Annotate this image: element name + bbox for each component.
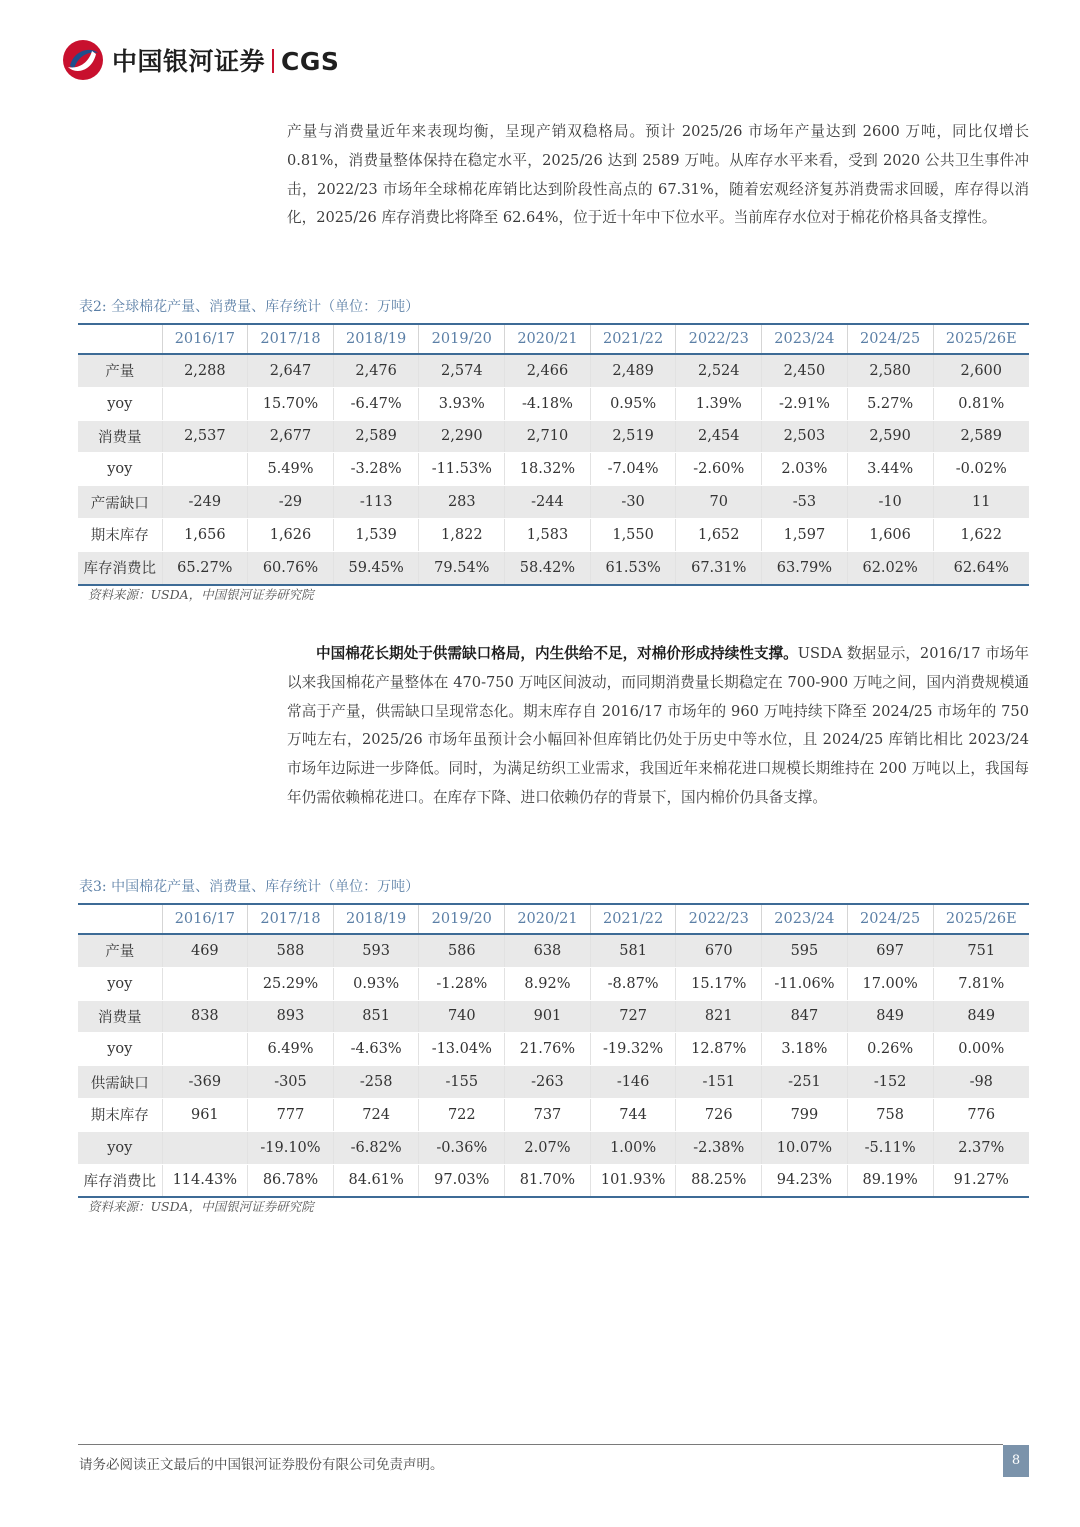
table2-cell: 2,466 bbox=[505, 354, 591, 387]
table3-cell: 727 bbox=[590, 1000, 676, 1033]
brand-name bbox=[112, 42, 339, 78]
table3-cell: 8.92% bbox=[505, 967, 591, 1000]
table3-cell: 1.00% bbox=[590, 1131, 676, 1164]
table2-cell: 1,539 bbox=[333, 518, 419, 551]
table3-cell: 849 bbox=[933, 1000, 1029, 1033]
table3-cell: 86.78% bbox=[248, 1164, 334, 1197]
table3-cell: -13.04% bbox=[419, 1033, 505, 1066]
table2-row bbox=[78, 453, 1029, 486]
table2-header-cell: 2018/19 bbox=[333, 324, 419, 354]
table2-cell: 70 bbox=[676, 486, 762, 519]
table2-cell: 1.39% bbox=[676, 387, 762, 420]
table2-header-cell: 2019/20 bbox=[419, 324, 505, 354]
paragraph-china-lead: 中国棉花长期处于供需缺口格局，内生供给不足，对棉价形成持续性支撑。 bbox=[316, 645, 798, 662]
table2-cell: 3.44% bbox=[847, 453, 933, 486]
table2-cell: -2.60% bbox=[676, 453, 762, 486]
table2-cell: 2,647 bbox=[248, 354, 334, 387]
table3-cell: 94.23% bbox=[762, 1164, 848, 1197]
table2-cell: 65.27% bbox=[162, 551, 248, 584]
table2-cell: 0.95% bbox=[590, 387, 676, 420]
table3-cell: -369 bbox=[162, 1066, 248, 1099]
table3-header-cell: 2018/19 bbox=[333, 904, 419, 934]
table2-cell: -30 bbox=[590, 486, 676, 519]
table3-cell: 2.37% bbox=[933, 1131, 1029, 1164]
table3-cell: 670 bbox=[676, 934, 762, 967]
table3-row-label: 期末库存 bbox=[78, 1098, 162, 1131]
table3-cell: 114.43% bbox=[162, 1164, 248, 1197]
table2-cell: 63.79% bbox=[762, 551, 848, 584]
table3-cell: 847 bbox=[762, 1000, 848, 1033]
table3-cell: 101.93% bbox=[590, 1164, 676, 1197]
table3-header-cell: 2019/20 bbox=[419, 904, 505, 934]
table3-cell: 744 bbox=[590, 1098, 676, 1131]
table3-cell: -1.28% bbox=[419, 967, 505, 1000]
table3-cell: 3.18% bbox=[762, 1033, 848, 1066]
table2-cell: 2,519 bbox=[590, 420, 676, 453]
table3-cell: 726 bbox=[676, 1098, 762, 1131]
table3-cell: 84.61% bbox=[333, 1164, 419, 1197]
table3-cell: 961 bbox=[162, 1098, 248, 1131]
table3-cell: -8.87% bbox=[590, 967, 676, 1000]
table2-cell: -113 bbox=[333, 486, 419, 519]
table2-cell: 2,590 bbox=[847, 420, 933, 453]
table3-row-label: yoy bbox=[78, 1033, 162, 1066]
table3-cell: 91.27% bbox=[933, 1164, 1029, 1197]
table3-header-cell: 2022/23 bbox=[676, 904, 762, 934]
table3-cell: 740 bbox=[419, 1000, 505, 1033]
table2-cell: -6.47% bbox=[333, 387, 419, 420]
table2-row bbox=[78, 354, 1029, 387]
table2-row bbox=[78, 387, 1029, 420]
table3-cell: 776 bbox=[933, 1098, 1029, 1131]
table2-cell: -7.04% bbox=[590, 453, 676, 486]
brand-abbr: CGS bbox=[281, 47, 340, 76]
table3-cell: 81.70% bbox=[505, 1164, 591, 1197]
table2-row-label: 消费量 bbox=[78, 420, 162, 453]
table2-cell: 62.02% bbox=[847, 551, 933, 584]
table2-cell: 1,652 bbox=[676, 518, 762, 551]
header-logo bbox=[62, 38, 339, 82]
table2-header-cell: 2021/22 bbox=[590, 324, 676, 354]
table3-cell: 6.49% bbox=[248, 1033, 334, 1066]
paragraph-global-balance: 产量与消费量近年来表现均衡，呈现产销双稳格局。预计 2025/26 市场年产量达到 2600 万吨，同比仅增长 0.81%，消费量整体保持在稳定水平，2025/26 达到 2589 万吨。从库存水平来看，受到 2020 公共卫生事件冲击，2022/23 市场年全球棉花库销比达到阶段性高点的 67.31%，随着宏观经济复苏消费需求回暖，库存得以消化，2025/26 库存消费比将降至 62.64%，位于近十年中下位水平。当前库存水位对于棉花价格具备支撑性。 bbox=[287, 123, 1029, 227]
table3-cell: 737 bbox=[505, 1098, 591, 1131]
table3-body bbox=[78, 934, 1029, 1197]
table2-cell: 60.76% bbox=[248, 551, 334, 584]
table2-cell: 2,710 bbox=[505, 420, 591, 453]
footer-disclaimer: 请务必阅读正文最后的中国银河证券股份有限公司免责声明。 bbox=[79, 1457, 444, 1473]
table2-row bbox=[78, 420, 1029, 453]
table2-row-label: 库存消费比 bbox=[78, 551, 162, 584]
table3-cell: 10.07% bbox=[762, 1131, 848, 1164]
table2-cell: 2,589 bbox=[933, 420, 1029, 453]
table3-cell: -6.82% bbox=[333, 1131, 419, 1164]
table3-cell: 2.07% bbox=[505, 1131, 591, 1164]
table2-cell: 2,580 bbox=[847, 354, 933, 387]
table3-cell: 25.29% bbox=[248, 967, 334, 1000]
table3-cell: 595 bbox=[762, 934, 848, 967]
table3-cell: 851 bbox=[333, 1000, 419, 1033]
table2-cell: 2,589 bbox=[333, 420, 419, 453]
table2-row-label: yoy bbox=[78, 387, 162, 420]
table2-cell: 283 bbox=[419, 486, 505, 519]
table2-cell: 1,656 bbox=[162, 518, 248, 551]
table3-cell: -146 bbox=[590, 1066, 676, 1099]
table2-row bbox=[78, 486, 1029, 519]
table2-cell: 1,822 bbox=[419, 518, 505, 551]
table2-header-cell: 2023/24 bbox=[762, 324, 848, 354]
table2-cell: 2,600 bbox=[933, 354, 1029, 387]
table2-cell: 1,622 bbox=[933, 518, 1029, 551]
table3-cell: 777 bbox=[248, 1098, 334, 1131]
table3-cell: -0.36% bbox=[419, 1131, 505, 1164]
table-global-cotton bbox=[78, 323, 1029, 586]
table2-cell bbox=[162, 387, 248, 420]
table3-cell: -11.06% bbox=[762, 967, 848, 1000]
table2-cell: 2,503 bbox=[762, 420, 848, 453]
table2-cell: 2.03% bbox=[762, 453, 848, 486]
table2-body bbox=[78, 354, 1029, 585]
table3-header-cell: 2017/18 bbox=[248, 904, 334, 934]
table3-cell: -305 bbox=[248, 1066, 334, 1099]
table3-cell: 0.93% bbox=[333, 967, 419, 1000]
table3-cell: 12.87% bbox=[676, 1033, 762, 1066]
table3-row-label: 供需缺口 bbox=[78, 1066, 162, 1099]
table3-cell: 17.00% bbox=[847, 967, 933, 1000]
table3-cell: -258 bbox=[333, 1066, 419, 1099]
table3-cell: 758 bbox=[847, 1098, 933, 1131]
table3-cell: 821 bbox=[676, 1000, 762, 1033]
brand-name-cn: 中国银河证券 bbox=[112, 47, 266, 76]
table3-cell: -152 bbox=[847, 1066, 933, 1099]
table2-cell: 11 bbox=[933, 486, 1029, 519]
table2-header-cell bbox=[78, 324, 162, 354]
table2-cell: 58.42% bbox=[505, 551, 591, 584]
table3-cell: 7.81% bbox=[933, 967, 1029, 1000]
table2-row-label: 产量 bbox=[78, 354, 162, 387]
table3-cell: -5.11% bbox=[847, 1131, 933, 1164]
table3-row bbox=[78, 1033, 1029, 1066]
footer-divider bbox=[78, 1444, 1003, 1445]
table2-cell: 2,454 bbox=[676, 420, 762, 453]
table2-row-label: 期末库存 bbox=[78, 518, 162, 551]
table2-cell: 67.31% bbox=[676, 551, 762, 584]
table2-row bbox=[78, 518, 1029, 551]
table2-cell: 18.32% bbox=[505, 453, 591, 486]
table2-cell: 0.81% bbox=[933, 387, 1029, 420]
table2-cell: 61.53% bbox=[590, 551, 676, 584]
table2-cell: 2,476 bbox=[333, 354, 419, 387]
table3-cell: -19.10% bbox=[248, 1131, 334, 1164]
table3-header-cell: 2023/24 bbox=[762, 904, 848, 934]
table2-cell: -2.91% bbox=[762, 387, 848, 420]
table3-row bbox=[78, 1098, 1029, 1131]
table2-cell: 1,583 bbox=[505, 518, 591, 551]
table3-cell: 88.25% bbox=[676, 1164, 762, 1197]
table2-header-cell: 2016/17 bbox=[162, 324, 248, 354]
table3-row-label: 库存消费比 bbox=[78, 1164, 162, 1197]
table3-cell bbox=[162, 1131, 248, 1164]
table3-cell: -263 bbox=[505, 1066, 591, 1099]
table3-cell: 751 bbox=[933, 934, 1029, 967]
table3-header-cell bbox=[78, 904, 162, 934]
table-china-cotton bbox=[78, 903, 1029, 1198]
table3-header-cell: 2021/22 bbox=[590, 904, 676, 934]
table2-cell: 2,450 bbox=[762, 354, 848, 387]
table3-cell: 586 bbox=[419, 934, 505, 967]
table3-cell: 697 bbox=[847, 934, 933, 967]
cgs-logo-icon bbox=[62, 39, 104, 81]
table3-cell: 21.76% bbox=[505, 1033, 591, 1066]
table2-cell: 2,288 bbox=[162, 354, 248, 387]
table3-cell: 893 bbox=[248, 1000, 334, 1033]
table2-header-cell: 2025/26E bbox=[933, 324, 1029, 354]
logo-divider bbox=[272, 49, 274, 73]
table3-source: 资料来源：USDA，中国银河证券研究院 bbox=[88, 1199, 314, 1214]
table3-cell: 593 bbox=[333, 934, 419, 967]
paragraph-china-balance bbox=[287, 640, 1029, 813]
table2-cell: 1,550 bbox=[590, 518, 676, 551]
table3-cell: 89.19% bbox=[847, 1164, 933, 1197]
table3-header-row bbox=[78, 904, 1029, 934]
table2-cell: 1,626 bbox=[248, 518, 334, 551]
table3-cell bbox=[162, 967, 248, 1000]
table2-cell: -0.02% bbox=[933, 453, 1029, 486]
table3-row bbox=[78, 934, 1029, 967]
table2-cell: -3.28% bbox=[333, 453, 419, 486]
table3-row bbox=[78, 1066, 1029, 1099]
table3-cell: 724 bbox=[333, 1098, 419, 1131]
table3-row-label: 产量 bbox=[78, 934, 162, 967]
table2-cell: 1,597 bbox=[762, 518, 848, 551]
table3-cell: 0.26% bbox=[847, 1033, 933, 1066]
table3-cell: -251 bbox=[762, 1066, 848, 1099]
table3-row bbox=[78, 967, 1029, 1000]
table3-row-label: yoy bbox=[78, 967, 162, 1000]
table3-cell: -4.63% bbox=[333, 1033, 419, 1066]
table2-cell: -249 bbox=[162, 486, 248, 519]
table3-row-label: yoy bbox=[78, 1131, 162, 1164]
table2-header-cell: 2024/25 bbox=[847, 324, 933, 354]
table2-cell: 3.93% bbox=[419, 387, 505, 420]
table2-cell: 62.64% bbox=[933, 551, 1029, 584]
table2-cell: -11.53% bbox=[419, 453, 505, 486]
table3-row bbox=[78, 1131, 1029, 1164]
table2-cell: 59.45% bbox=[333, 551, 419, 584]
table3-row-label: 消费量 bbox=[78, 1000, 162, 1033]
table2-cell: -53 bbox=[762, 486, 848, 519]
table2-cell: 79.54% bbox=[419, 551, 505, 584]
table2-cell: -244 bbox=[505, 486, 591, 519]
table3-cell: -19.32% bbox=[590, 1033, 676, 1066]
table3-header-cell: 2025/26E bbox=[933, 904, 1029, 934]
table2-row-label: yoy bbox=[78, 453, 162, 486]
table3-cell: 838 bbox=[162, 1000, 248, 1033]
table3-cell: 469 bbox=[162, 934, 248, 967]
table2-cell: 2,524 bbox=[676, 354, 762, 387]
table3-cell: -151 bbox=[676, 1066, 762, 1099]
table2-cell: -4.18% bbox=[505, 387, 591, 420]
table2-header-row bbox=[78, 324, 1029, 354]
table2-cell: 5.49% bbox=[248, 453, 334, 486]
table2-cell: 2,574 bbox=[419, 354, 505, 387]
table3-row bbox=[78, 1164, 1029, 1197]
table3-cell: -2.38% bbox=[676, 1131, 762, 1164]
table3-cell: 849 bbox=[847, 1000, 933, 1033]
table3-cell: -155 bbox=[419, 1066, 505, 1099]
table2-cell: 2,537 bbox=[162, 420, 248, 453]
table3-cell: 581 bbox=[590, 934, 676, 967]
paragraph-china-body: USDA 数据显示，2016/17 市场年以来我国棉花产量整体在 470-750 万吨区间波动，而同期消费量长期稳定在 700-900 万吨之间，国内消费规模通常高于产量，供需缺口呈现常态化。期末库存自 2016/17 市场年的 960 万吨持续下降至 2024/25 市场年的 750 万吨左右，2025/26 市场年虽预计会小幅回补但库销比仍处于历史中等水位，且 2024/25 库销比相比 2023/24 市场年边际进一步降低。同时，为满足纺织工业需求，我国近年来棉花进口规模长期维持在 200 万吨以上，我国每年仍需依赖棉花进口。在库存下降、进口依赖仍存的背景下，国内棉价仍具备支撑。 bbox=[287, 645, 1029, 806]
table3-cell: 638 bbox=[505, 934, 591, 967]
table3-cell bbox=[162, 1033, 248, 1066]
table3-cell: 722 bbox=[419, 1098, 505, 1131]
table2-header-cell: 2022/23 bbox=[676, 324, 762, 354]
table2-row-label: 产需缺口 bbox=[78, 486, 162, 519]
table2-cell: -29 bbox=[248, 486, 334, 519]
table2-source: 资料来源：USDA，中国银河证券研究院 bbox=[88, 587, 314, 602]
table2-cell bbox=[162, 453, 248, 486]
table3-cell: 97.03% bbox=[419, 1164, 505, 1197]
table2-cell: 15.70% bbox=[248, 387, 334, 420]
page-number: 8 bbox=[1003, 1445, 1029, 1477]
table2-cell: 2,290 bbox=[419, 420, 505, 453]
table2-cell: 2,677 bbox=[248, 420, 334, 453]
table3-cell: -98 bbox=[933, 1066, 1029, 1099]
table2-cell: 1,606 bbox=[847, 518, 933, 551]
table3-cell: 0.00% bbox=[933, 1033, 1029, 1066]
table2-cell: 5.27% bbox=[847, 387, 933, 420]
table3-header-cell: 2020/21 bbox=[505, 904, 591, 934]
table3-caption: 表3: 中国棉花产量、消费量、库存统计（单位：万吨） bbox=[79, 879, 420, 895]
table2-caption: 表2: 全球棉花产量、消费量、库存统计（单位：万吨） bbox=[79, 299, 420, 315]
table2-row bbox=[78, 551, 1029, 584]
table3-cell: 901 bbox=[505, 1000, 591, 1033]
table2-cell: -10 bbox=[847, 486, 933, 519]
table3-cell: 799 bbox=[762, 1098, 848, 1131]
table3-header-cell: 2016/17 bbox=[162, 904, 248, 934]
table2-header-cell: 2017/18 bbox=[248, 324, 334, 354]
table3-cell: 15.17% bbox=[676, 967, 762, 1000]
table3-cell: 588 bbox=[248, 934, 334, 967]
table2-header-cell: 2020/21 bbox=[505, 324, 591, 354]
table2-cell: 2,489 bbox=[590, 354, 676, 387]
table3-header-cell: 2024/25 bbox=[847, 904, 933, 934]
table3-row bbox=[78, 1000, 1029, 1033]
